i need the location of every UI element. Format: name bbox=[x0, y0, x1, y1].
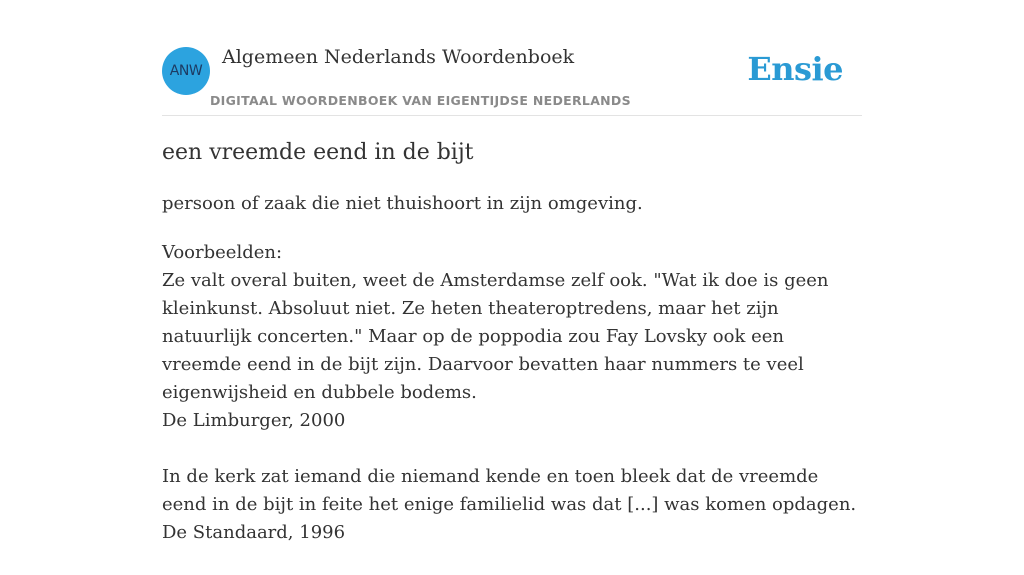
example-item bbox=[162, 267, 868, 435]
example-item bbox=[162, 463, 868, 547]
example-text: Ze valt overal buiten, weet de Amsterdamse zelf ook. "Wat ik doe is geen kleinkunst. Absoluut niet. Ze heten theateroptredens, maar het zijn natuurlijk concerten." Maar op de poppodia zou Fay Lovsky ook een vreemde eend in de bijt zijn. Daarvoor bevatten haar nummers te veel eigenwijsheid en dubbele bodems. bbox=[162, 270, 829, 403]
site-header bbox=[162, 0, 862, 116]
entry-term: een vreemde eend in de bijt bbox=[162, 140, 474, 165]
examples-section bbox=[162, 239, 868, 575]
site-subtitle: DIGITAAL WOORDENBOEK VAN EIGENTIJDSE NEDERLANDS bbox=[210, 93, 631, 108]
example-source: De Standaard, 1996 bbox=[162, 522, 346, 543]
page bbox=[162, 0, 862, 543]
ensie-logo[interactable]: Ensie bbox=[747, 50, 843, 88]
entry-definition: persoon of zaak die niet thuishoort in zijn omgeving. bbox=[162, 193, 643, 214]
examples-label: Voorbeelden: bbox=[162, 242, 283, 263]
anw-logo[interactable] bbox=[162, 47, 210, 95]
site-title[interactable]: Algemeen Nederlands Woordenboek bbox=[222, 46, 575, 68]
example-text: In de kerk zat iemand die niemand kende en toen bleek dat de vreemde eend in de bijt in feite het enige familielid was dat [...] was komen opdagen. bbox=[162, 466, 857, 515]
anw-logo-text: ANW bbox=[169, 63, 203, 79]
example-source: De Limburger, 2000 bbox=[162, 410, 346, 431]
